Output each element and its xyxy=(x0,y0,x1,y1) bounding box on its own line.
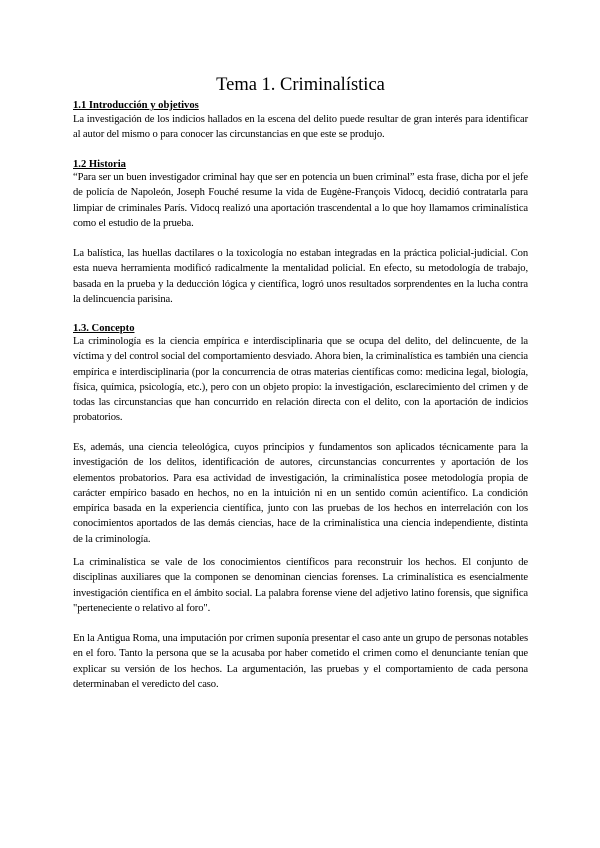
section-heading-historia: 1.2 Historia xyxy=(73,159,126,170)
paragraph-concepto-2: Es, además, una ciencia teleológica, cuyos principios y fundamentos son aplicados técnicamente para la investigación de los delitos, identificación de autores, circunstancias concurrentes y aportación de los elementos probatorios. Para esa actividad de investigación, la criminalística posee metodología propia de carácter empírico basado en hechos, no en la intuición ni en un sentido común acientífico. La condición empírica basada en la experiencia científica, junto con las pruebas de los hechos en interrelación con los conocimientos aportados de las demás ciencias, hace de la criminalística una ciencia independiente, distinta de la criminología. xyxy=(73,442,528,545)
paragraph-historia-1: “Para ser un buen investigador criminal hay que ser en potencia un buen criminal” esta frase, dicha por el jefe de policía de Napoleón, Joseph Fouché resume la vida de Eugène-François Vidocq, decidió contratarla para limpiar de criminales París. Vidocq realizó una aportación trascendental a lo que hoy llamamos criminalística como el estudio de la prueba. xyxy=(73,172,528,229)
paragraph-concepto-4: En la Antigua Roma, una imputación por crimen suponía presentar el caso ante un grupo de personas notables en el foro. Tanto la persona que se la acusaba por haber cometido el crimen como el denunciante tenían que explicar su versión de los hechos. La argumentación, las pruebas y el comportamiento de cada persona determinaban el veredicto del caso. xyxy=(73,633,528,690)
section-heading-introduccion: 1.1 Introducción y objetivos xyxy=(73,100,199,111)
paragraph-historia-2: La balística, las huellas dactilares o la toxicología no estaban integradas en la práctica policial-judicial. Con esta nueva herramienta modificó radicalmente la mentalidad policial. En efecto, su metodología de trabajo, basada en la prueba y la deducción lógica y científica, logró unos resultados sorprendentes en la lucha contra la delincuencia parisina. xyxy=(73,248,528,305)
section-heading-concepto: 1.3. Concepto xyxy=(73,323,135,334)
paragraph-concepto-1: La criminología es la ciencia empírica e interdisciplinaria que se ocupa del delito, del delincuente, de la víctima y del control social del comportamiento desviado. Ahora bien, la criminalística es también una ciencia empírica e interdisciplinaria (por la concurrencia de otras materias científicas como: medicina legal, biología, física, química, psicología, etc.), pero con un objeto propio: la investigación, esclarecimiento del crimen y de todas las circunstancias que han concurrido en relación directa con el delito, con la aportación de indicios probatorios. xyxy=(73,336,528,424)
page-title: Tema 1. Criminalística xyxy=(216,75,385,95)
paragraph-concepto-3: La criminalística se vale de los conocimientos científicos para reconstruir los hechos. El conjunto de disciplinas auxiliares que la componen se denominan ciencias forenses. La criminalística es esencialmente investigación científica en el ámbito social. La palabra forense viene del adjetivo latino forensis, que significa "perteneciente o relativo al foro". xyxy=(73,557,528,614)
paragraph-introduccion: La investigación de los indicios hallados en la escena del delito puede resultar de gran interés para identificar al autor del mismo o para conocer las circunstancias en que este se produjo. xyxy=(73,114,528,141)
